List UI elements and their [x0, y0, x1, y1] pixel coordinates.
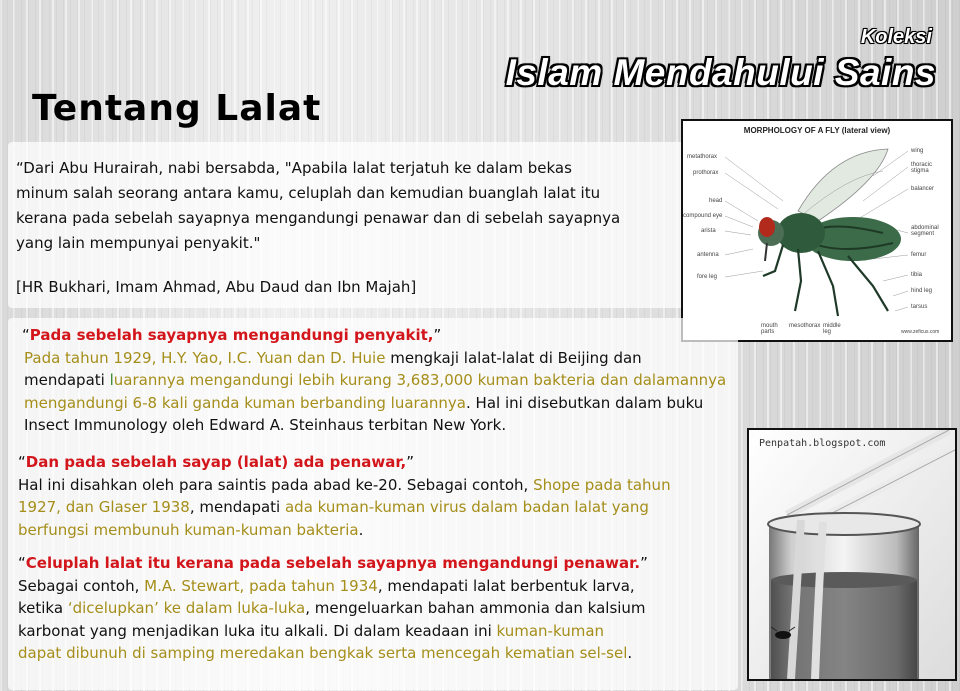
highlight-text: mengandungi 6-8 kali ganda kuman berbanding luarannya	[24, 393, 466, 412]
quote-mark: “	[22, 326, 30, 344]
body-text: , mendapati lalat berbentuk larva,	[377, 576, 635, 595]
body-text: .	[358, 520, 364, 539]
label-wing: wing	[911, 148, 924, 154]
body-text: mendapati	[24, 371, 110, 390]
label-prothorax: prothorax	[693, 170, 719, 176]
highlight-text: dapat dibunuh di samping meredakan bengkak serta mencegah kematian sel-sel	[18, 644, 628, 663]
label-femur: femur	[911, 252, 927, 258]
label-mouth-parts: mouth parts	[761, 323, 778, 335]
body-text: ketika	[18, 599, 68, 618]
section-3-body	[18, 575, 808, 665]
heading-text: Pada sebelah sayapnya mengandungi penyakit,	[29, 326, 434, 344]
highlight-text: uarannya mengandungi lebih kurang 3,683,000 kuman bakteria dan dalamannya	[113, 371, 727, 390]
highlight-text: Pada tahun 1929, H.Y. Yao, I.C. Yuan dan D. Huie	[24, 348, 386, 367]
glass-with-straws	[749, 430, 955, 679]
section-3-heading	[18, 552, 808, 575]
section-2-heading	[18, 451, 808, 474]
highlight-text: Shope pada tahun	[533, 475, 671, 494]
diagram-caption: MORPHOLOGY OF A FLY (lateral view)	[743, 126, 891, 135]
series-title: Islam Mendahului Sains	[505, 52, 936, 93]
label-fore-leg: fore leg	[697, 274, 718, 280]
hadith-line: “Dari Abu Hurairah, nabi bersabda, "Apabila lalat terjatuh ke dalam bekas	[16, 159, 572, 177]
body-text: Hal ini disahkan oleh para saintis pada abad ke-20. Sebagai contoh,	[18, 475, 534, 494]
label-tarsus: tarsus	[911, 304, 928, 310]
body-text: . Hal ini disebutkan dalam buku	[466, 393, 704, 412]
section-3	[18, 552, 808, 665]
label-middle-leg: middle leg	[823, 323, 841, 335]
body-text: mengkaji lalat-lalat di Beijing dan	[385, 348, 642, 367]
section-2	[18, 451, 808, 541]
body-text: , mendapati	[189, 498, 285, 517]
label-tibia: tibia	[911, 272, 923, 278]
label-hind-leg: hind leg	[911, 288, 933, 294]
body-text: karbonat yang menjadikan luka itu alkali. Di dalam keadaan ini	[18, 621, 497, 640]
hadith-line: kerana pada sebelah sayapnya mengandungi penawar dan di sebelah sayapnya	[16, 209, 621, 227]
quote-mark: ”	[433, 326, 442, 344]
highlight-text: ada kuman-kuman virus dalam badan lalat yang	[284, 498, 649, 517]
heading-text: Dan pada sebelah sayap (lalat) ada penawar,	[25, 453, 407, 471]
body-text: Insect Immunology oleh Edward A. Steinhaus terbitan New York.	[24, 416, 507, 435]
section-1-heading	[22, 324, 812, 347]
section-2-body	[18, 474, 808, 542]
label-abdominal-segment: abdominal segment	[911, 225, 939, 237]
label-thoracic-stigma: thoracic stigma	[911, 162, 933, 174]
fly-morphology-diagram	[681, 119, 953, 342]
body-text: .	[627, 644, 633, 663]
hadith-reference: [HR Bukhari, Imam Ahmad, Abu Daud dan Ibn Majah]	[16, 278, 417, 296]
label-compound-eye: compound eye	[683, 213, 723, 219]
heading-text: Celuplah lalat itu kerana pada sebelah sayapnya mengandungi penawar.	[25, 554, 641, 572]
body-text: Sebagai contoh,	[18, 576, 145, 595]
section-1-body	[22, 347, 812, 437]
label-arista: arista	[701, 228, 716, 234]
quote-mark: ”	[406, 453, 415, 471]
label-head: head	[709, 198, 723, 204]
watermark: Penpatah.blogspot.com	[759, 438, 886, 449]
label-balancer: balancer	[911, 186, 935, 192]
highlight-text: M.A. Stewart, pada tahun 1934	[144, 576, 378, 595]
hadith-line: minum salah seorang antara kamu, celuplah dan kemudian buanglah lalat itu	[16, 184, 601, 202]
highlight-text: 1927, dan Glaser 1938	[18, 498, 190, 517]
diagram-credit: www.zeficus.com	[901, 329, 940, 335]
highlight-text: kuman-kuman	[496, 621, 605, 640]
quote-mark: ”	[640, 554, 648, 572]
quote-mark: “	[18, 453, 26, 471]
highlight-text: l	[109, 371, 114, 390]
glass-photo	[747, 428, 957, 681]
quote-mark: “	[18, 554, 26, 572]
body-text: , mengeluarkan bahan ammonia dan kalsium	[305, 599, 646, 618]
label-mesothorax: mesothorax	[789, 323, 821, 329]
section-1	[22, 324, 812, 437]
label-metathorax: metathorax	[687, 154, 718, 160]
hadith-quote	[16, 156, 676, 256]
koleksi-label: Koleksi	[860, 26, 932, 48]
page-title: Tentang Lalat	[32, 88, 322, 129]
hadith-line: yang lain mempunyai penyakit."	[16, 234, 261, 252]
label-antenna: antenna	[697, 252, 719, 258]
highlight-text: ‘dicelupkan’ ke dalam luka-luka	[67, 599, 306, 618]
highlight-text: berfungsi membunuh kuman-kuman bakteria	[18, 520, 359, 539]
